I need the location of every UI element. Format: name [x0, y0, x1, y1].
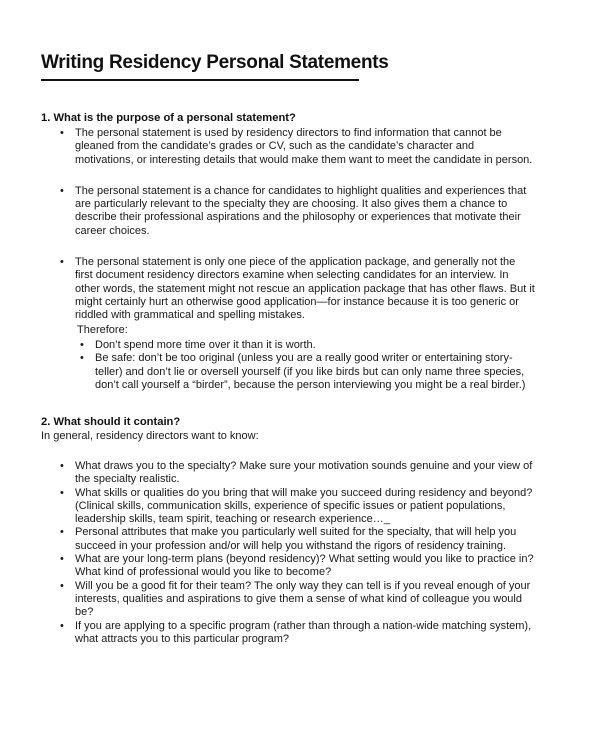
list-item: • What draws you to the specialty? Make sure your motivation sounds genuine and your view of the specialty realistic. [60, 460, 535, 487]
section1-heading: 1. What is the purpose of a personal statement? [41, 112, 296, 124]
section2-list [60, 460, 535, 646]
list-item: • The personal statement is only one piece of the application package, and generally not the first document residency directors examine when selecting candidates for an interview. In other words, the statement might not rescue an application package that has other flaws. But it might certainly hurt an otherwise good application—for instance because it is too generic or riddled with grammatical and spelling mistakes. [60, 256, 535, 322]
list-item: • Will you be a good fit for their team? The only way they can tell is if you reveal enough of your interests, qualities and aspirations to give them a sense of what kind of colleague you would be? [60, 580, 535, 620]
therefore-label: Therefore: [77, 324, 128, 336]
title-underline [41, 79, 359, 81]
section2-heading: 2. What should it contain? [41, 416, 181, 428]
page-title: Writing Residency Personal Statements [41, 52, 389, 73]
list-item: • The personal statement is a chance for candidates to highlight qualities and experiences that are particularly relevant to the specialty they are choosing. It also gives them a chance to describe their professional aspirations and the philosophy or experiences that motivate their career choices. [60, 185, 535, 238]
list-item: • Don’t spend more time over it than it is worth. [80, 339, 535, 352]
list-item: • If you are applying to a specific program (rather than through a nation-wide matching system), what attracts you to this particular program? [60, 620, 535, 647]
section1-list [60, 127, 535, 341]
list-item: • What skills or qualities do you bring that will make you succeed during residency and beyond? (Clinical skills, communication skills, experience of specific issues or patient populations, leadership skills, team spirit, teaching or research experience…_ [60, 487, 535, 527]
list-item: • Personal attributes that make you particularly well suited for the specialty, that will help you succeed in your profession and/or will help you withstand the rigors of residency training. [60, 526, 535, 553]
therefore-list [80, 339, 535, 392]
list-item: • What are your long-term plans (beyond residency)? What setting would you like to practice in? What kind of professional would you like to become? [60, 553, 535, 580]
section2-intro: In general, residency directors want to know: [41, 430, 259, 442]
list-item: • The personal statement is used by residency directors to find information that cannot be gleaned from the candidate’s grades or CV, such as the candidate’s character and motivations, or interesting details that would make them want to meet the candidate in person. [60, 127, 535, 167]
list-item: • Be safe: don’t be too original (unless you are a really good writer or entertaining story-teller) and don’t lie or oversell yourself (if you like birds but can only name three species, don’t call yourself a “birder”, because the person interviewing you might be a real birder.) [80, 352, 535, 392]
